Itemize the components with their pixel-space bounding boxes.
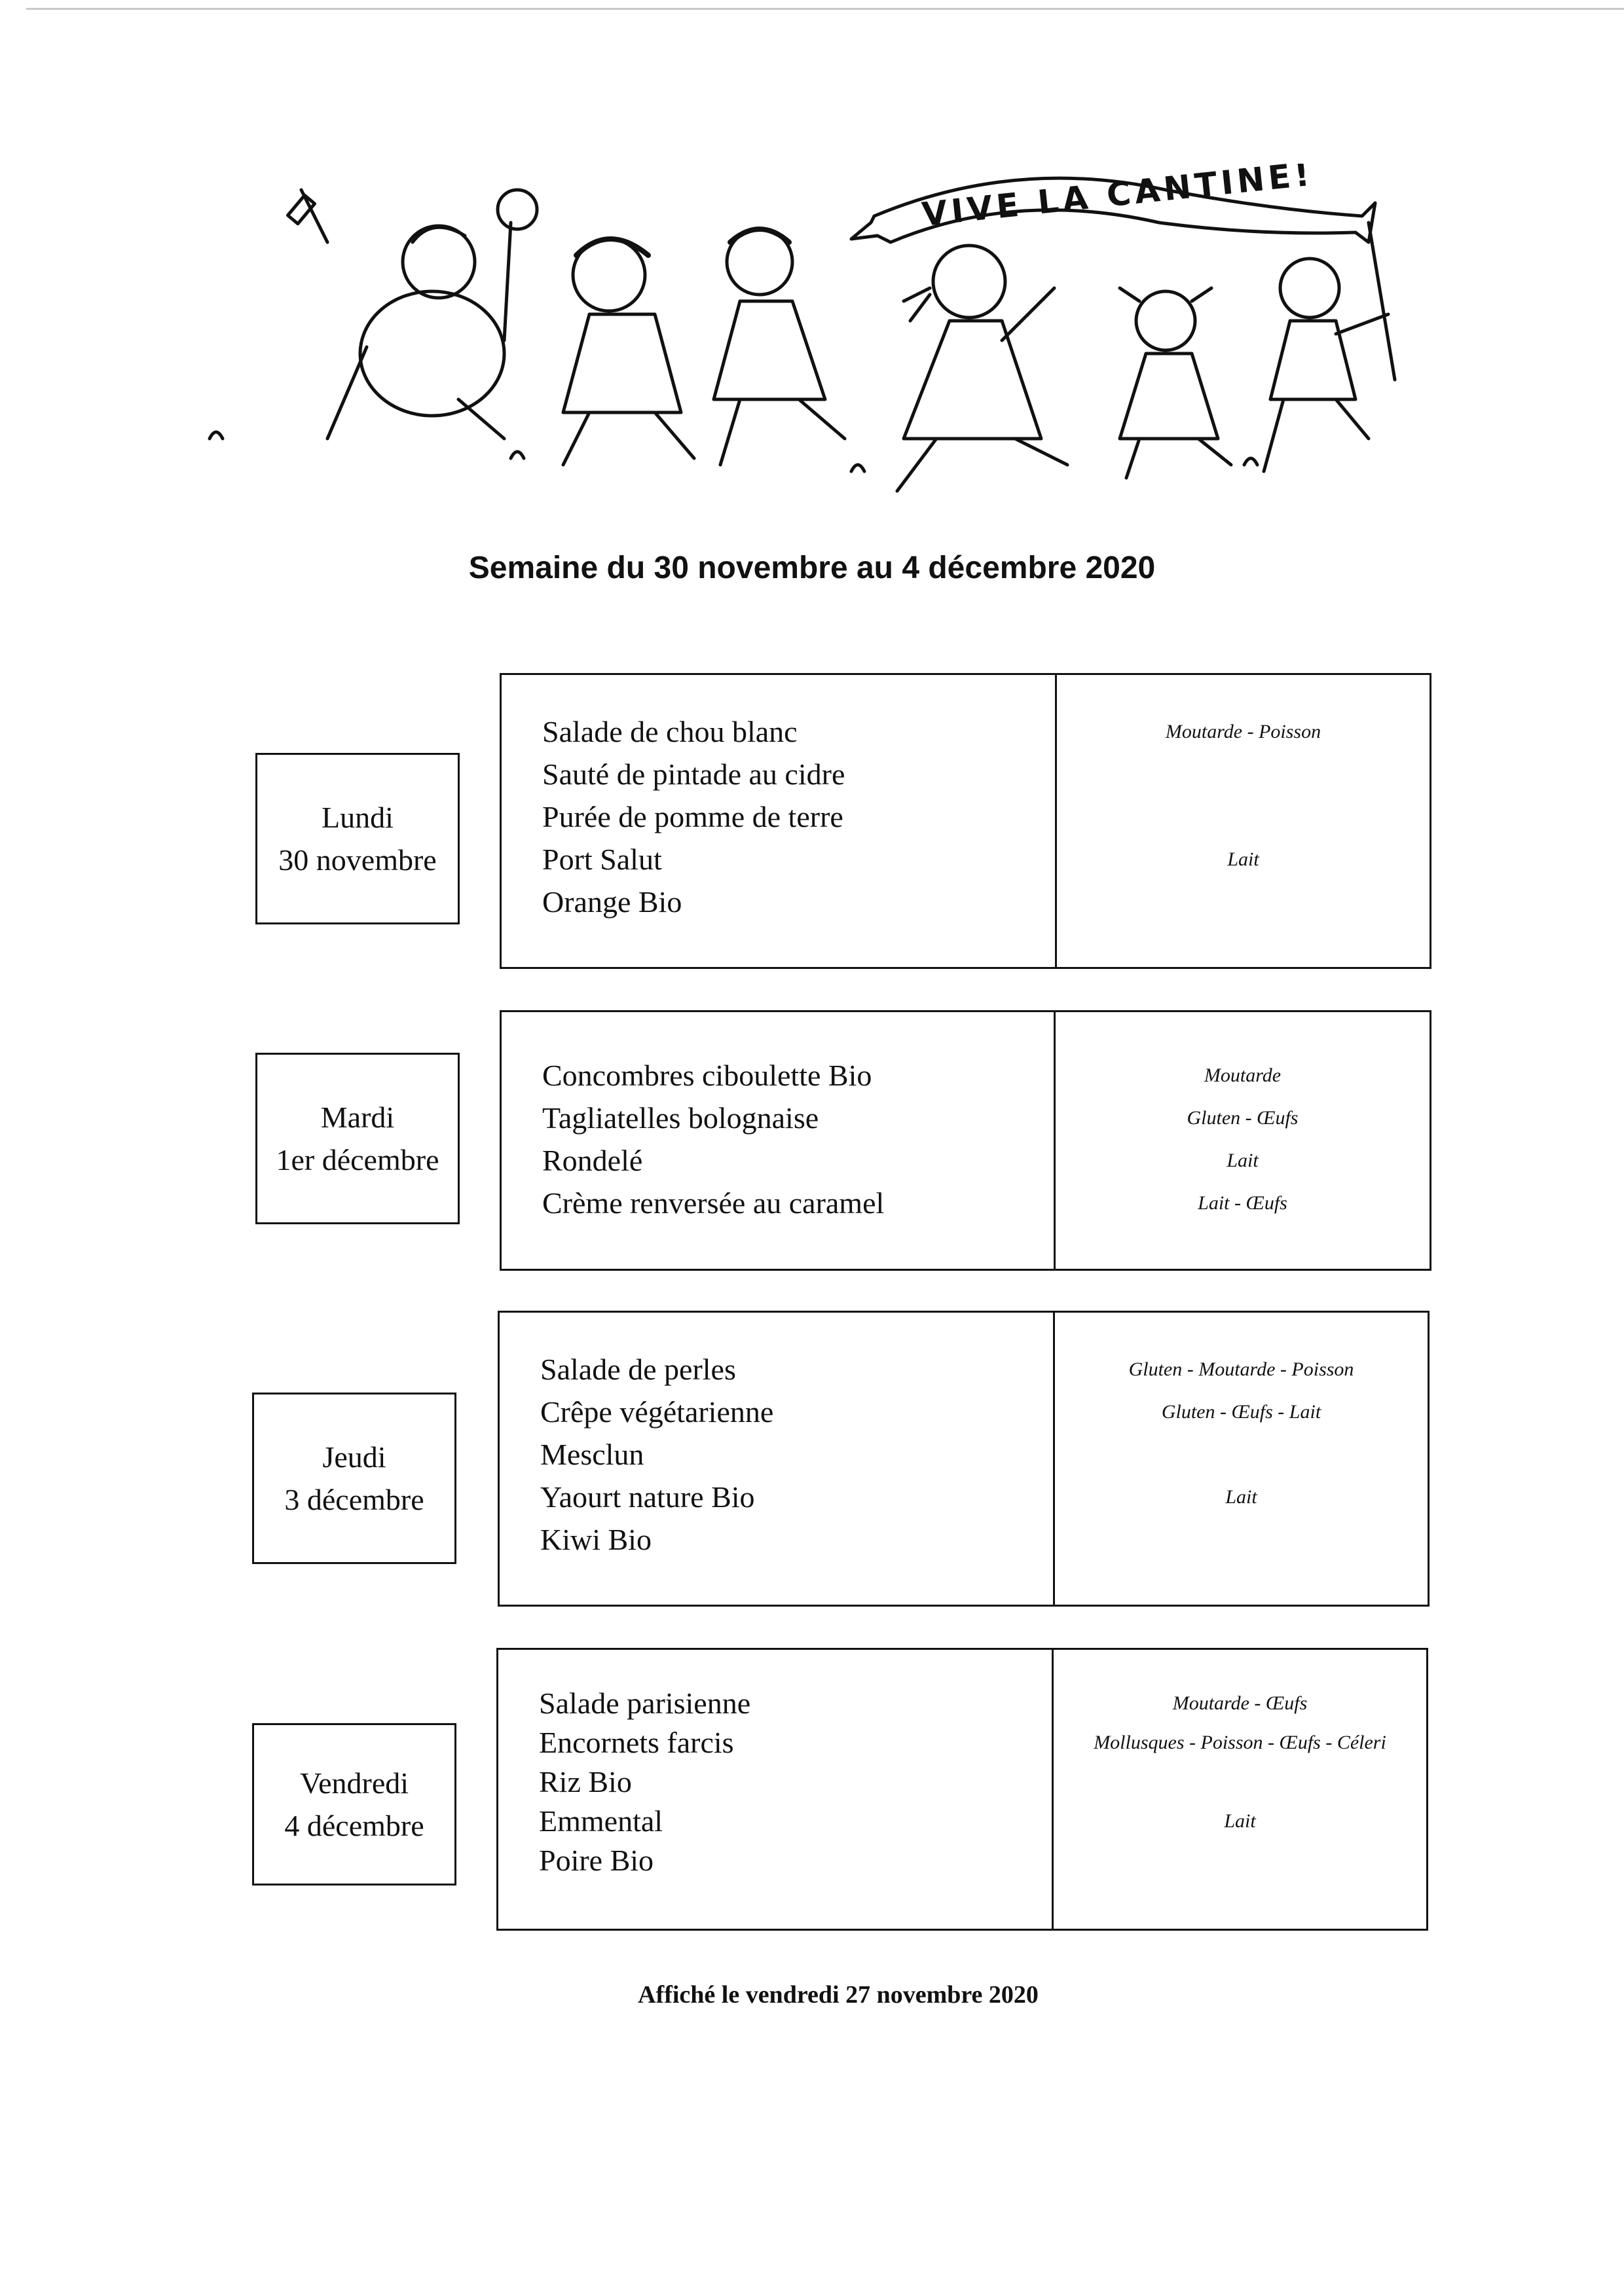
scan-edge [26,8,1624,10]
posted-date: Affiché le vendredi 27 novembre 2020 [638,1981,1039,2009]
dish-item: Port Salut [542,843,662,876]
dish-item: Kiwi Bio [540,1523,652,1556]
menu-box-monday [500,673,1431,969]
day-name: Mardi [320,1101,395,1134]
dish-item: Crème renversée au caramel [542,1186,885,1220]
dish-item: Salade de perles [540,1353,736,1386]
allergen-item [1054,1762,1426,1802]
dish-item: Salade de chou blanc [542,715,798,748]
page-title: Semaine du 30 novembre au 4 décembre 2020 [468,551,1156,585]
allergen-item: Gluten - Moutarde - Poisson [1128,1358,1354,1380]
allergen-item: Moutarde [1204,1065,1282,1086]
menu-box-tuesday [500,1010,1431,1271]
dish-item: Crêpe végétarienne [540,1395,774,1429]
dishes-column [502,675,1057,967]
dish-item: Sauté de pintade au cidre [542,757,845,791]
day-box-thursday [252,1393,456,1564]
day-name: Vendredi [299,1766,409,1800]
dish-item: Mesclun [540,1438,644,1471]
dish-item: Tagliatelles bolognaise [542,1101,819,1135]
day-date: 1er décembre [276,1143,439,1176]
allergen-item [1055,1433,1428,1476]
allergen-item: Lait [1227,848,1259,870]
dish-item: Rondelé [542,1144,643,1177]
allergens-column [1057,675,1430,967]
day-box-monday [255,753,460,924]
allergen-item: Gluten - Œufs - Lait [1161,1401,1321,1423]
day-date: 3 décembre [284,1483,424,1516]
menu-box-thursday [498,1311,1430,1607]
allergen-item [1057,753,1430,795]
day-date: 30 novembre [278,843,437,877]
dish-item: Encornets farcis [539,1726,734,1759]
day-date: 4 décembre [284,1809,424,1842]
allergen-item: Moutarde - Œufs [1172,1692,1308,1714]
allergen-item [1055,1518,1428,1561]
dish-item: Salade parisienne [539,1686,751,1720]
dish-item: Riz Bio [539,1765,632,1798]
dish-item: Poire Bio [539,1844,654,1877]
cantine-illustration [196,164,1441,504]
dish-item: Purée de pomme de terre [542,800,843,833]
day-name: Lundi [322,801,394,834]
dish-item: Emmental [539,1804,663,1838]
dish-item: Orange Bio [542,885,682,919]
allergen-item: Lait [1224,1810,1256,1832]
menu-box-friday [496,1648,1428,1931]
banner-slogan: VIVE LA CANTINE! [920,164,1316,234]
allergens-column [1054,1650,1426,1929]
allergen-item: Lait [1227,1150,1259,1171]
allergen-item: Lait - Œufs [1198,1192,1287,1214]
dishes-column [498,1650,1054,1929]
allergen-item [1057,795,1430,838]
allergen-item: Lait [1225,1486,1257,1508]
day-box-friday [252,1723,456,1886]
allergens-column [1056,1012,1430,1269]
allergen-item [1057,881,1430,923]
allergens-column [1055,1313,1428,1605]
allergen-item [1054,1841,1426,1880]
allergen-item: Gluten - Œufs [1187,1107,1299,1129]
dish-item: Yaourt nature Bio [540,1480,755,1514]
allergen-item: Mollusques - Poisson - Œufs - Céleri [1094,1732,1386,1753]
dishes-column [502,1012,1056,1269]
dish-item: Concombres ciboulette Bio [542,1059,872,1092]
allergen-item: Moutarde - Poisson [1165,721,1321,742]
dishes-column [500,1313,1055,1605]
day-box-tuesday [255,1053,460,1224]
day-name: Jeudi [322,1440,386,1474]
